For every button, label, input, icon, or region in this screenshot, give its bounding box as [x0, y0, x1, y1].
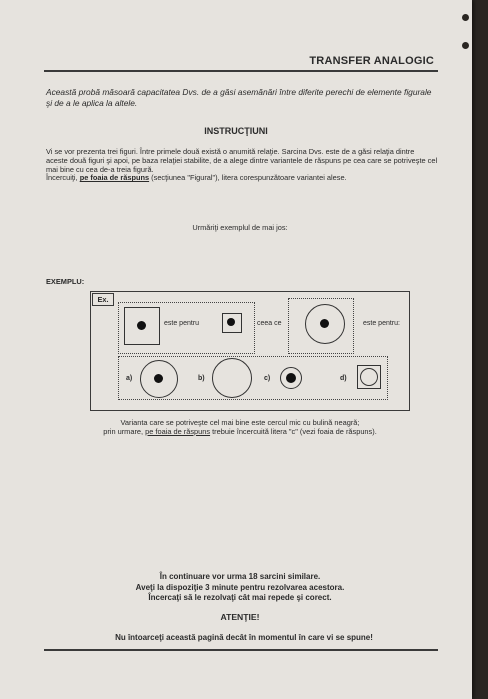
- example-label: EXEMPLU:: [46, 277, 85, 286]
- instructions-heading: INSTRUCŢIUNI: [204, 126, 268, 136]
- closing-notes: [0, 572, 480, 604]
- relation-text: este pentru:: [363, 320, 400, 327]
- explanation-segment: prin urmare,: [103, 427, 146, 436]
- option-c-label: c): [264, 375, 271, 382]
- black-dot-figure: [154, 374, 163, 383]
- final-warning: Nu întoarceţi această pagină decât în momentul în care vi se spune!: [115, 633, 373, 642]
- option-a-label: a): [126, 375, 133, 382]
- answer-sheet-reference: pe foaia de răspuns: [79, 173, 150, 183]
- closing-line: În continuare vor urma 18 sarcini similare.: [159, 572, 321, 581]
- page-title: TRANSFER ANALOGIC: [309, 55, 434, 67]
- punch-hole: [462, 14, 469, 21]
- instructions-text: [46, 148, 438, 183]
- example-explanation: [0, 418, 480, 436]
- instructions-segment: (secţiunea "Figural"), litera corespunzătoare variantei alese.: [149, 173, 347, 183]
- option-b-label: b): [198, 375, 205, 382]
- punch-hole: [462, 42, 469, 49]
- option-d-label: d): [340, 375, 347, 382]
- black-dot-figure: [286, 373, 296, 383]
- closing-line: Aveţi la dispoziţie 3 minute pentru rezolvarea acestora.: [135, 582, 345, 592]
- intro-paragraph: Această probă măsoară capacitatea Dvs. de a găsi asemănări între diferite perechi de elemente figurale şi de a le aplica la altele.: [46, 87, 432, 108]
- relation-text: este pentru: [164, 320, 200, 327]
- closing-line: Încercaţi să le rezolvaţi cât mai repede şi corect.: [148, 593, 332, 602]
- instructions-line: [46, 174, 438, 183]
- answer-sheet-reference: pe foaia de răspuns: [145, 427, 211, 436]
- attention-heading: ATENŢIE!: [220, 612, 260, 622]
- option-b-circle-empty: [212, 358, 252, 398]
- explanation-line: [0, 427, 480, 436]
- explanation-segment: trebuie încercuită litera "c" (vezi foaia de răspuns).: [210, 427, 377, 436]
- black-dot-figure: [227, 318, 235, 326]
- follow-example-text: Urmăriţi exemplul de mai jos:: [192, 223, 288, 232]
- instructions-line: Vi se vor prezenta trei figuri. Între primele două există o anumită relaţie. Sarcina Dvs. este de a găsi relaţia dintre aceste două figuri şi apoi, pe baza relaţiei stabilite, de a alege dintre variantele de răspuns pe cea care se potriveşte cel mai bine cu cea de-a treia figură.: [46, 147, 438, 174]
- black-dot-figure: [137, 321, 146, 330]
- example-tag: Ex.: [92, 293, 114, 306]
- relation-text: ceea ce: [257, 320, 282, 327]
- instructions-segment: Încercuiţi,: [46, 173, 80, 183]
- black-dot-figure: [320, 319, 329, 328]
- option-d-inner-circle: [360, 368, 378, 386]
- footer-rule: [44, 649, 438, 651]
- header-rule: [44, 70, 438, 72]
- explanation-line: Varianta care se potriveşte cel mai bine este cercul mic cu bulină neagră;: [120, 418, 360, 427]
